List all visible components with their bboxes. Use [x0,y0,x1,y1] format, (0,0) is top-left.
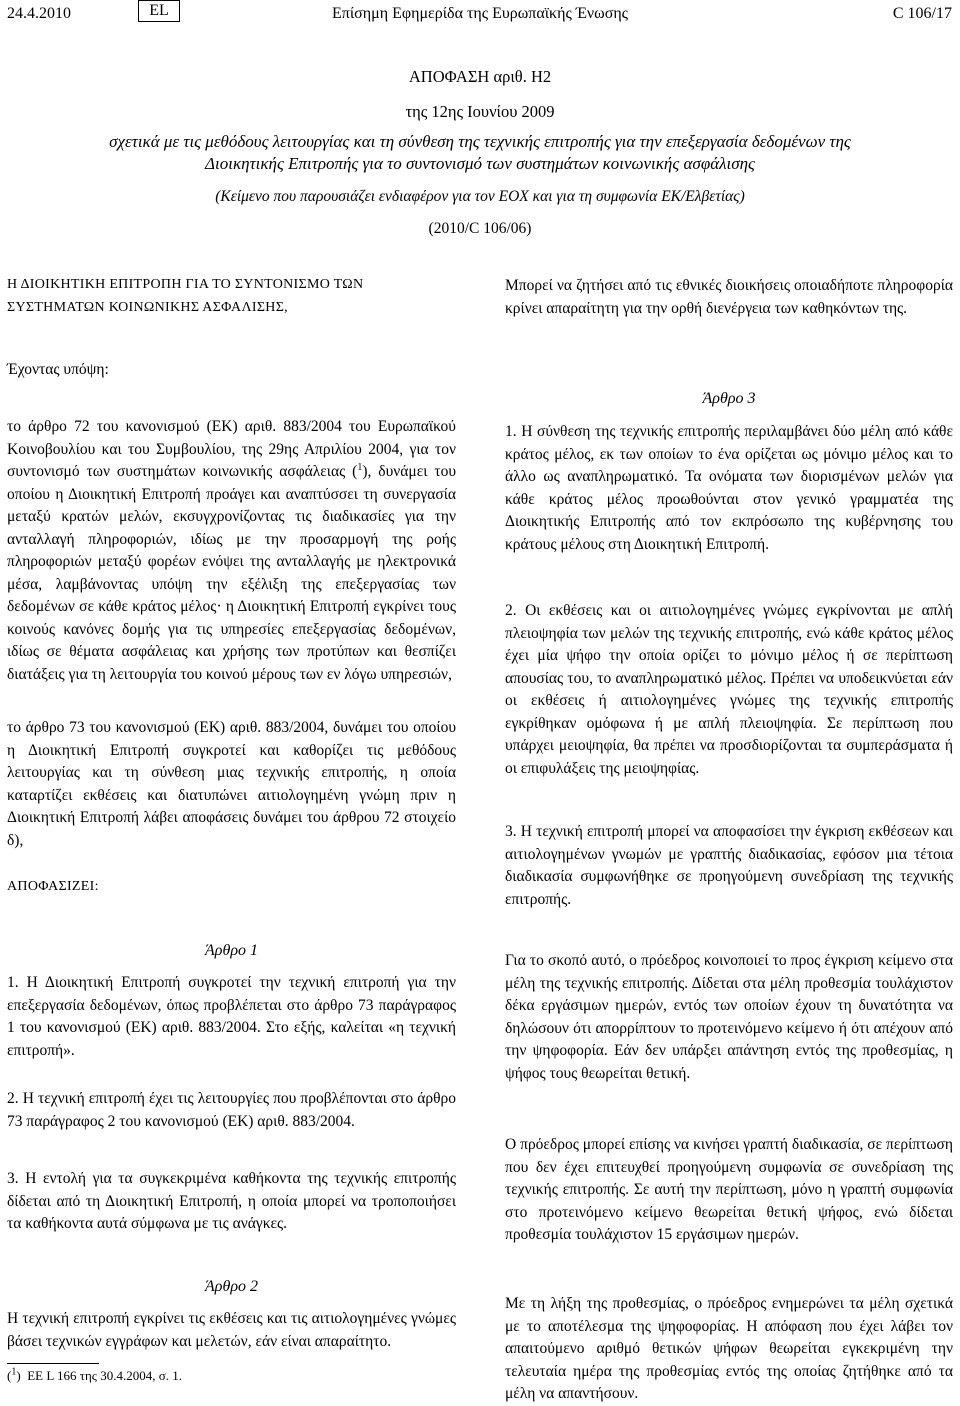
footnote-ref: 1 [357,461,363,473]
article-3-paragraph-1: 1. Η σύνθεση της τεχνικής επιτροπής περιλαμβάνει δύο μέλη από κάθε κράτος μέλος, εκ των οποίων το ένα ορίζεται ως μόνιμο μέλος και το άλλο ως αναπληρωματικό. Τα ονόματα των διορισμένων μελών για κάθε κράτος μέλος προωθούνται στον γενικό γραμματέα της Διοικητικής Επιτροπής από τον εκπρόσωπο της κυβέρνησης του κράτους μέλους στη Διοικητική Επιτροπή. [505,423,953,553]
article-3-paragraph-6: Με τη λήξη της προθεσμίας, ο πρόεδρος ενημερώνει τα μέλη σχετικά με το αποτέλεσμα της ψηφοφορίας. Η απόφαση που έχει λάβει τον απαιτούμενο αριθμό θετικών ψήφων θεωρείται εγκεκριμένη την τελευταία ημέρα της προθεσμίας εντός της οποίας ζητήθηκε από τα μέλη να απαντήσουν. [505,1295,953,1402]
issuing-authority: Η ΔΙΟΙΚΗΤΙΚΗ ΕΠΙΤΡΟΠΗ ΓΙΑ ΤΟ ΣΥΝΤΟΝΙΣΜΟ ΤΩΝ ΣΥΣΤΗΜΑΤΩΝ ΚΟΙΝΩΝΙΚΗΣ ΑΣΦΑΛΙΣΗΣ, [7,277,364,315]
document-reference: (2010/C 106/06) [428,220,532,237]
recital-1: το άρθρο 72 του κανονισμού (ΕΚ) αριθ. 883/2004 του Ευρωπαϊκού Κοινοβουλίου και του Συμβουλίου, της 29ης Απριλίου 2004, για τον συντονισμό των συστημάτων κοινωνικής ασφάλειας ($^1$), δυνάμει του οποίου η Διοικητική Επιτροπή προάγει και αναπτύσσει τη συνεργασία μεταξύ κρατών μελών, εκσυγχρονίζοντας τις διαδικασίες για την ανταλλαγή πληροφοριών, ιδίως με την προσαρμογή της ροής πληροφοριών μεταξύ φορέων ενόψει της ανταλλαγής με ηλεκτρονικά μέσα, λαμβάνοντας υπόψη την εξέλιξη της επεξεργασίας των δεδομένων σε κάθε κράτος μέλος· η Διοικητική Επιτροπή εγκρίνει τους κοινούς κανόνες δομής για τις υπηρεσίες επεξεργασίας δεδομένων, ιδίως σε θέματα ασφάλειας και χρήσης των προτύπων και θεσπίζει διατάξεις για τη λειτουργία του κοινού μέρους των εν λόγω υπηρεσιών, [7,418,456,683]
footnote: ($^1$) EE L 166 της 30.4.2004, σ. 1. [7,1366,182,1383]
decision-title: ΑΠΟΦΑΣΗ αριθ. Η2 [408,67,552,86]
footnote-marker: 1 [11,1366,17,1378]
having-regard: Έχοντας υπόψη: [7,361,109,378]
journal-reference: C 106/17 [892,5,952,22]
article-1-paragraph-1: 1. Η Διοικητική Επιτροπή συγκροτεί την τεχνική επιτροπή για την επεξεργασία δεδομένων, όπως προβλέπεται στο άρθρο 73 παράγραφος 1 του κανονισμού (ΕΚ) αριθ. 883/2004. Στο εξής, καλείται «η τεχνική επιτροπή». [7,974,456,1059]
article-1-paragraph-2: 2. Η τεχνική επιτροπή έχει τις λειτουργίες που προβλέπονται στο άρθρο 73 παράγραφος 2 του κανονισμού (ΕΚ) αριθ. 883/2004. [7,1090,456,1130]
recital-2: το άρθρο 73 του κανονισμού (ΕΚ) αριθ. 883/2004, δυνάμει του οποίου η Διοικητική Επιτροπή συγκροτεί και καθορίζει τις μεθόδους λειτουργίας και τη σύνθεση μιας τεχνικής επιτροπής, η οποία καταρτίζει εκθέσεις και διατυπώνει αιτιολογημένη γνώμη πριν η Διοικητική Επιτροπή λάβει αποφάσεις δυνάμει του άρθρου 72 στοιχείο δ), [7,719,456,849]
article-3-title: Άρθρο 3 [702,390,756,407]
article-3-paragraph-4: Για το σκοπό αυτό, ο πρόεδρος κοινοποιεί το προς έγκριση κείμενο στα μέλη της τεχνικής επιτροπής. Δίδεται στα μέλη προθεσμία τουλάχιστον δέκα εργάσιμων ημερών, εντός των οποίων έχουν τη δυνατότητα να δηλώσουν ότι απορρίπτουν το προτεινόμενο κείμενο ή ότι απέχουν από την ψηφοφορία. Εάν δεν υπάρξει απάντηση εντός της προθεσμίας, η ψήφος τους θεωρείται θετική. [505,952,953,1082]
article-3-paragraph-2: 2. Οι εκθέσεις και οι αιτιολογημένες γνώμες εγκρίνονται με απλή πλειοψηφία των μελών της τεχνικής επιτροπής, ενώ κάθε κράτος μέλος έχει μία ψήφο την οποία ορίζει το μόνιμο μέλος ή σε περίπτωση απουσίας του, το αναπληρωματικό μέλος. Πρέπει να υποδεικνύεται εάν οι εκθέσεις ή αιτιολογημένες γνώμες της τεχνικής επιτροπής εγκρίθηκαν ομόφωνα ή με απλή πλειοψηφία. Σε περίπτωση που υπάρχει μειοψηφία, θα πρέπει να προσδιορίζονται τα συμπεράσματα ή οι επιφυλάξεις της μειοψηφίας. [505,602,953,777]
article-3-paragraph-3: 3. Η τεχνική επιτροπή μπορεί να αποφασίσει την έγκριση εκθέσεων και αιτιολογημένων γνωμών με γραπτής διαδικασίας, εφόσον μια τέτοια διαδικασία συμφωνήθηκε σε προηγούμενη συνεδρίαση της τεχνικής επιτροπής. [505,823,953,908]
decides: ΑΠΟΦΑΣΙΖΕΙ: [7,879,99,894]
article-3-paragraph-5: Ο πρόεδρος μπορεί επίσης να κινήσει γραπτή διαδικασία, σε περίπτωση που δεν έχει επιτευχθεί προηγούμενη συμφωνία σε συνεδρίαση της τεχνικής επιτροπής. Σε αυτή την περίπτωση, μόνο η γραπτή συμφωνία στο προτεινόμενο κείμενο θεωρείται θετική ψήφος, ενώ δίδεται προθεσμία τουλάχιστον 15 εργάσιμων ημερών. [505,1136,953,1243]
footnote-separator [7,1363,99,1364]
article-2-title: Άρθρο 2 [205,1278,258,1295]
eea-relevance-note: (Κείμενο που παρουσιάζει ενδιαφέρον για τον ΕΟΧ και για τη συμφωνία ΕΚ/Ελβετίας) [215,188,745,205]
header-date: 24.4.2010 [7,5,71,22]
article-2-paragraph-1: Η τεχνική επιτροπή εγκρίνει τις εκθέσεις και τις αιτιολογημένες γνώμες βάσει τεχνικών εγγράφων και μελετών, εάν είναι απαραίτητο. [7,1310,456,1350]
footnote-text: EE L 166 της 30.4.2004, σ. 1. [27,1368,182,1383]
journal-title: Επίσημη Εφημερίδα της Ευρωπαϊκής Ένωσης [331,5,629,22]
decision-subject: σχετικά με τις μεθόδους λειτουργίας και τη σύνθεση της τεχνικής επιτροπής για την επεξεργασία δεδομένων της Διοικητικής Επιτροπής για το συντονισμό των συστημάτων κοινωνικής ασφάλισης [109,132,851,173]
decision-date: της 12ης Ιουνίου 2009 [405,102,555,121]
article-1-paragraph-3: 3. Η εντολή για τα συγκεκριμένα καθήκοντα της τεχνικής επιτροπής δίδεται από τη Διοικητική Επιτροπή, η οποία μπορεί να τροποποιήσει τα καθήκοντα αυτά σύμφωνα με τις ανάγκες. [7,1170,456,1232]
article-2-paragraph-2: Μπορεί να ζητήσει από τις εθνικές διοικήσεις οποιαδήποτε πληροφορία κρίνει απαραίτητη για την ορθή διενέργεια των καθηκόντων της. [505,277,953,317]
language-badge: EL [138,0,180,22]
article-1-title: Άρθρο 1 [205,942,258,959]
